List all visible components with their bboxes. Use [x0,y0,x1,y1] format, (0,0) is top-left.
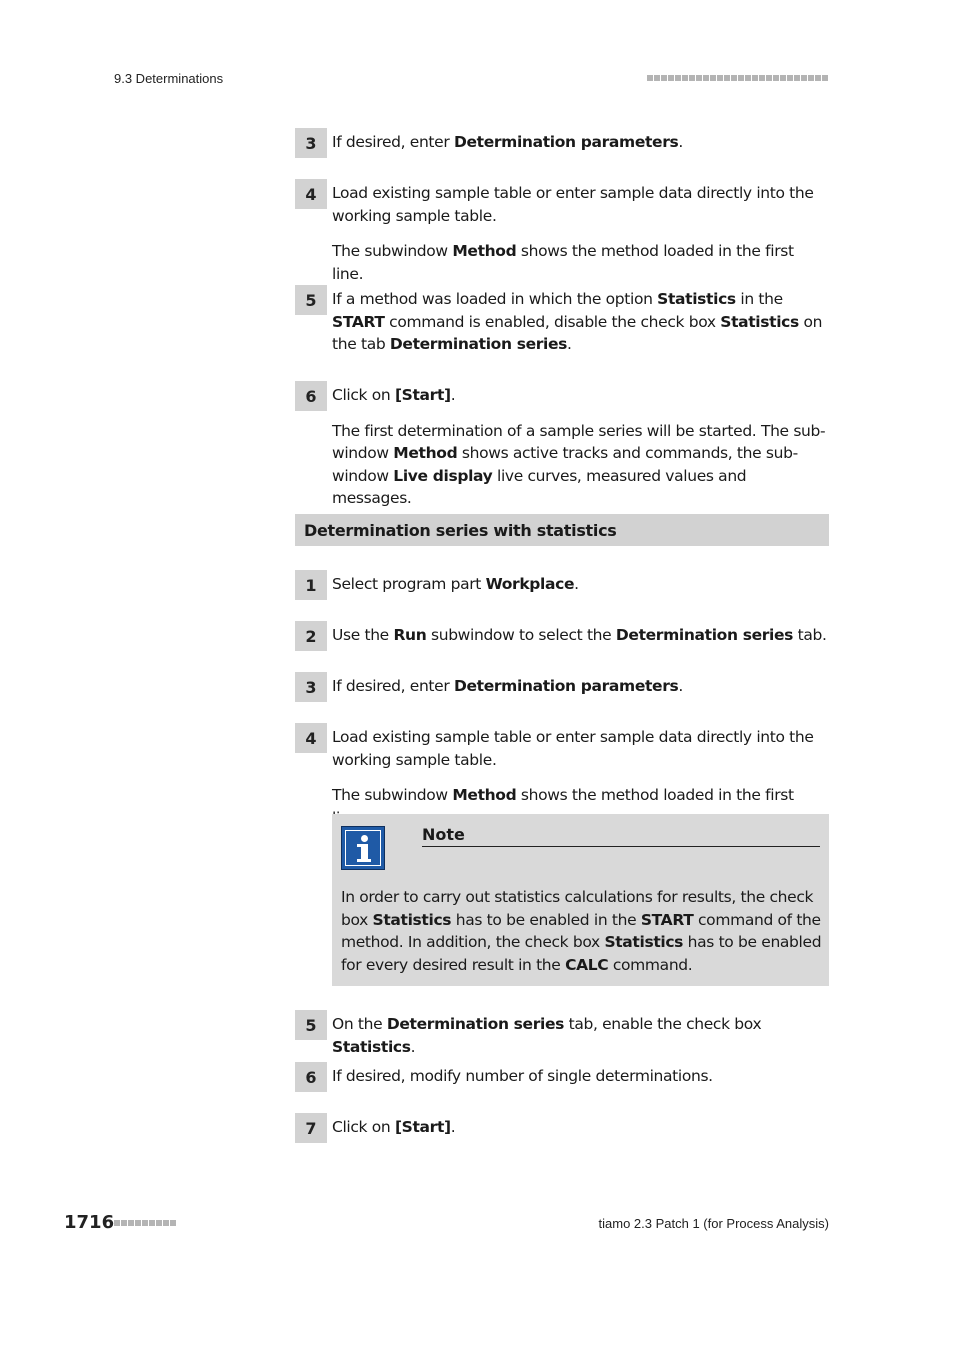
step-number: 4 [295,723,327,753]
header-section-label: 9.3 Determinations [114,71,224,86]
step-b-5 [295,1010,829,1058]
step-text: Load existing sample table or enter sample data directly into the working sample table. [332,728,814,769]
ui-term: Workplace [485,575,575,593]
step-number: 4 [295,179,327,209]
ui-term: Statistics [604,933,684,952]
step-text: If a method was loaded in which the option Statistics in the START command is enabled, disable the check box Statistics on the tab Determination series. [332,290,823,354]
step-number: 5 [295,1010,327,1040]
info-icon [341,826,385,870]
ui-term: Determination series [615,626,794,644]
ui-term: Method [393,444,458,463]
step-number: 6 [295,381,327,411]
step-text: On the Determination series tab, enable the check box Statistics. [332,1015,762,1056]
ui-term: Method [452,786,517,805]
ui-term: Determination series [389,335,568,354]
ui-term: Run [393,626,427,644]
step-b-7 [295,1113,829,1143]
ui-term: [Start] [394,1118,451,1136]
step-text: If desired, enter Determination parameters. [332,677,683,695]
section-heading: Determination series with statistics [295,514,829,546]
step-number: 1 [295,570,327,600]
step-text: Click on [Start]. [332,1118,456,1136]
ui-term: START [332,312,385,331]
ui-term: Statistics [372,910,452,929]
step-number: 7 [295,1113,327,1143]
header-decoration [647,75,828,81]
step-a-5 [295,285,829,356]
step-b-3 [295,672,829,702]
ui-term: Statistics [332,1037,411,1056]
note-title: Note [422,825,820,847]
ui-term: CALC [565,955,609,974]
step-result: The subwindow Method shows the method loaded in the first [332,786,794,805]
step-text: Select program part Workplace. [332,575,579,593]
page-number: 1716 [64,1212,115,1233]
step-text: Click on [Start]. [332,386,456,404]
ui-term: Method [452,242,517,261]
ui-term: START [640,910,694,929]
step-a-3 [295,128,829,158]
step-text: If desired, modify number of single determinations. [332,1067,713,1085]
ui-term: [Start] [394,386,451,404]
step-a-4 [295,179,829,285]
step-number: 3 [295,672,327,702]
ui-term: Determination parameters [453,133,679,151]
ui-term: Live display [393,466,493,485]
step-result: The first determination of a sample series will be started. The sub-window Method shows active tracks and commands, the sub-window Live display live curves, measured values and messages. [332,421,826,508]
step-number: 3 [295,128,327,158]
step-number: 5 [295,285,327,315]
step-result: The subwindow Method shows the method loaded in the first line. [332,242,794,283]
ui-term: Determination series [386,1015,565,1033]
step-number: 2 [295,621,327,651]
step-b-2 [295,621,829,651]
step-b-6 [295,1062,829,1092]
step-text: If desired, enter Determination parameters. [332,133,683,151]
footer-product: tiamo 2.3 Patch 1 (for Process Analysis) [598,1216,829,1231]
footer-decoration [114,1220,176,1226]
step-text: Use the Run subwindow to select the Determination series tab. [332,626,827,644]
step-number: 6 [295,1062,327,1092]
note-box [332,814,829,986]
step-b-1 [295,570,829,600]
ui-term: Statistics [720,312,799,331]
ui-term: Determination parameters [453,677,679,695]
step-text: Load existing sample table or enter sample data directly into the working sample table. [332,184,814,225]
ui-term: Statistics [657,290,736,308]
note-text: In order to carry out statistics calculations for results, the check box Statistics has to be enabled in the START command of the method. In addition, the check box Statistics has to be enabled for every desired result in the CALC command. [341,888,822,974]
step-a-6 [295,381,829,510]
